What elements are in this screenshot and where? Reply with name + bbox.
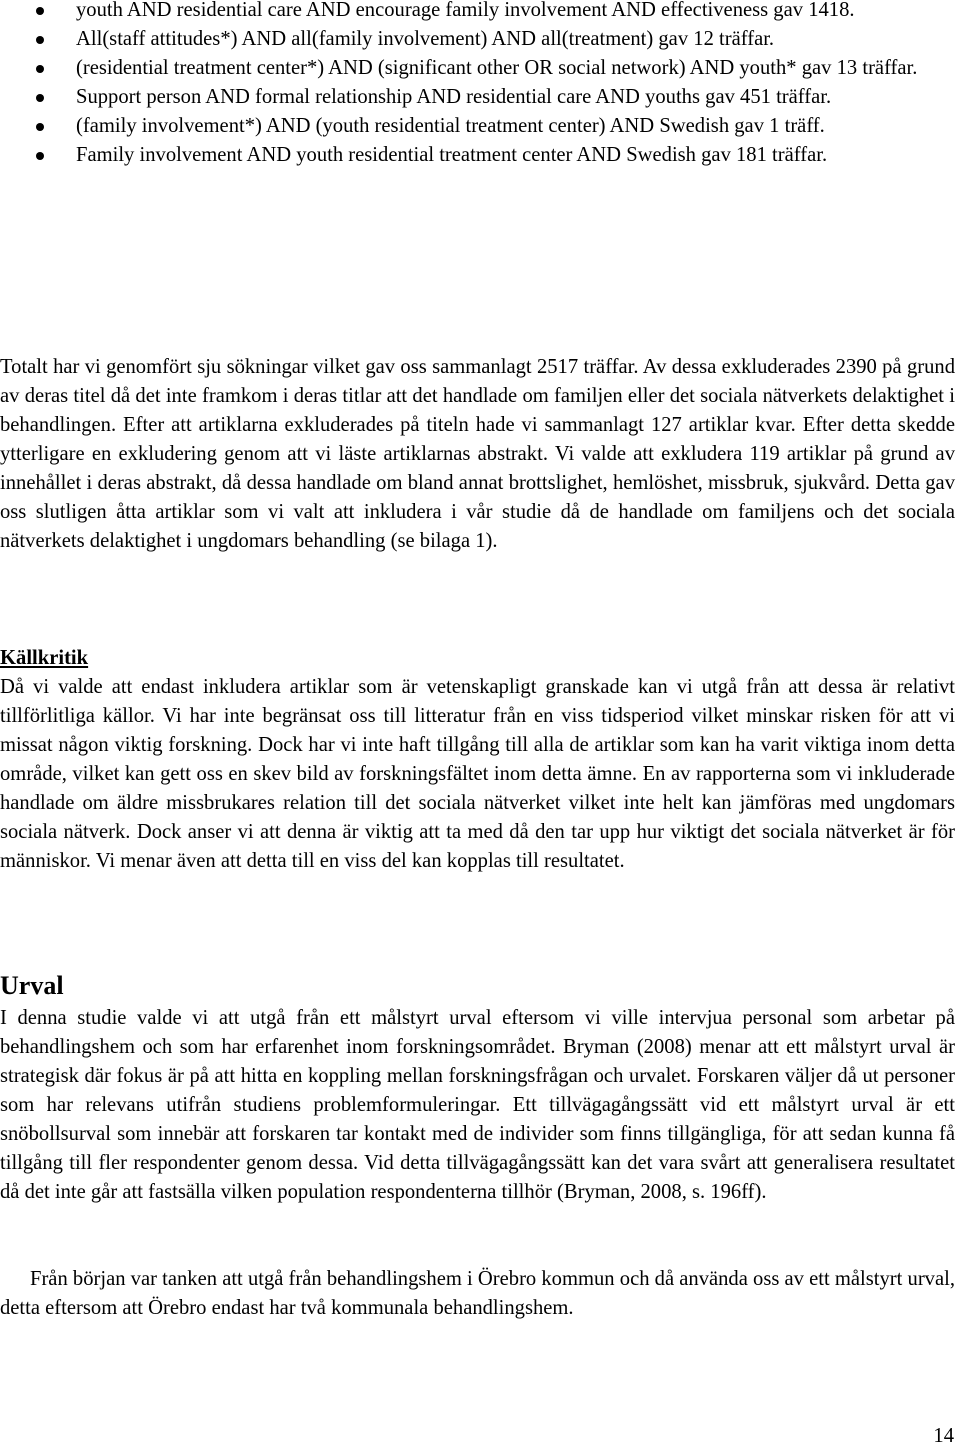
urval-heading-wrap: [0, 968, 955, 1004]
urval-paragraph-2: Från början var tanken att utgå från behandlingshem i Örebro kommun och då använda oss av ett målstyrt urval, detta eftersom att Örebro endast har två kommunala behandlingshem.: [0, 1268, 955, 1319]
urval-section-2: [0, 1265, 955, 1323]
kallkritik-section: [0, 673, 955, 876]
list-item: [0, 141, 955, 170]
urval-paragraph-1: I denna studie valde vi att utgå från ett målstyrt urval eftersom vi ville intervjua personal som arbetar på behandlingshem och som har erfarenhet inom forskningsområdet. Bryman (2008) menar att ett målstyrt urval är strategisk där fokus är på att hitta en koppling mellan forskningsfrågan och urvalet. Forskaren väljer då ut personer som har relevans utifrån studiens problemformuleringar. Ett tillvägagångssätt vid ett målstyrt urval är ett snöbollsurval som innebär att forskaren tar kontakt med de individer som finns tillgängliga, för att sedan kunna få tillgång till fler respondenter genom dessa. Vid detta tillvägagångssätt kan det vara svårt att generalisera resultatet då det inte går att fastsälla vilken population respondenterna tillhör (Bryman, 2008, s. 196ff).: [0, 1007, 955, 1203]
list-item: [0, 112, 955, 141]
bullet-icon: [36, 152, 44, 160]
bullet-icon: [36, 94, 44, 102]
list-item: [0, 54, 955, 83]
search-query-text: youth AND residential care AND encourage family involvement AND effectiveness gav 1418.: [76, 0, 855, 21]
bullet-icon: [36, 65, 44, 73]
urval-section: [0, 1004, 955, 1207]
summary-section: [0, 353, 955, 556]
bullet-icon: [36, 36, 44, 44]
list-item: [0, 83, 955, 112]
search-query-text: (residential treatment center*) AND (significant other OR social network) AND youth* gav 13 träffar.: [76, 57, 918, 79]
kallkritik-paragraph: Då vi valde att endast inkludera artiklar som är vetenskapligt granskade kan vi utgå från att dessa är relativt tillförlitliga källor. Vi har inte begränsat oss till litteratur från en viss tidsperiod vilket minskar risken för att vi missat någon viktig forskning. Dock har vi inte haft tillgång till alla de artiklar som kan ha varit viktiga inom detta område, vilket kan gett oss en skev bild av forskningsfältet inom detta ämne. En av rapporterna som vi inkluderade handlade om äldre missbrukares relation till det sociala nätverket vilket inte helt kan jämföras med ungdomars sociala nätverk. Dock anser vi att denna är viktig att ta med då den tar upp hur viktigt det sociala nätverket är för människor. Vi menar även att detta till en viss del kan kopplas till resultatet.: [0, 676, 955, 872]
search-query-text: (family involvement*) AND (youth residential treatment center) AND Swedish gav 1 träff.: [76, 115, 825, 137]
kallkritik-heading-wrap: [0, 644, 955, 673]
search-query-text: Support person AND formal relationship AND residential care AND youths gav 451 träffar.: [76, 86, 832, 108]
bullet-icon: [36, 123, 44, 131]
search-query-text: Family involvement AND youth residential treatment center AND Swedish gav 181 träffar.: [76, 144, 828, 166]
urval-heading: Urval: [0, 971, 64, 1000]
search-query-list: [0, 0, 955, 170]
list-item: [0, 0, 955, 25]
bullet-icon: [36, 7, 44, 15]
summary-paragraph: Totalt har vi genomfört sju sökningar vilket gav oss sammanlagt 2517 träffar. Av dessa exkluderades 2390 på grund av deras titel då det inte framkom i deras titlar att det handlade om familjen eller det sociala nätverkets delaktighet i behandlingen. Efter att artiklarna exkluderades på titeln hade vi sammanlagt 127 artiklar kvar. Efter detta skedde ytterligare en exkludering genom att vi läste artiklarnas abstrakt. Vi valde att exkludera 119 artiklar på grund av innehållet i deras abstrakt, då dessa handlade om bland annat brottslighet, hemlöshet, missbruk, sjukvård. Detta gav oss slutligen åtta artiklar som vi valt att inkludera i vår studie då de handlade om familjens och det sociala nätverkets delaktighet i ungdomars behandling (se bilaga 1).: [0, 356, 955, 552]
list-item: [0, 25, 955, 54]
kallkritik-heading: Källkritik: [0, 647, 89, 669]
page-number: 14: [933, 1425, 954, 1447]
search-query-text: All(staff attitudes*) AND all(family involvement) AND all(treatment) gav 12 träffar.: [76, 28, 775, 50]
